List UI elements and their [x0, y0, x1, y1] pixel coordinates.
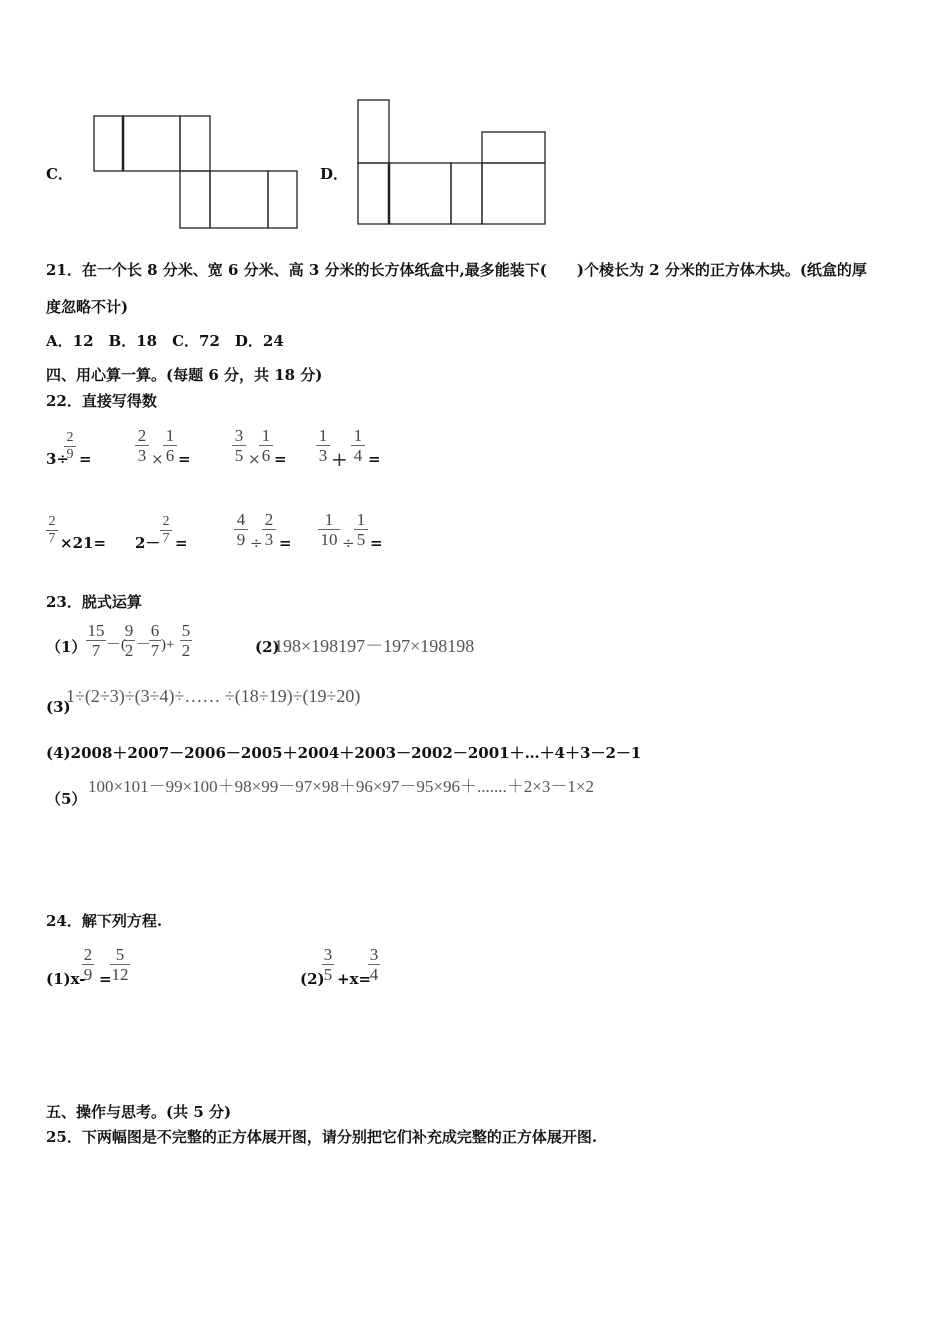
- q22e-fraction: 2 7: [46, 515, 58, 546]
- q24-e2-fraction1: 3 5: [323, 945, 333, 984]
- section4-title: 四、用心算一算。(每题 6 分，共 18 分): [46, 366, 323, 384]
- q22f-suffix: =: [175, 534, 188, 552]
- q22c-suffix: =: [274, 450, 287, 468]
- q22a-suffix: =: [79, 450, 92, 468]
- q22d-fraction1: 1 3: [316, 427, 330, 464]
- q22g-op: ÷: [250, 534, 263, 552]
- option-c-label: C．: [46, 165, 73, 183]
- q24-e2-eq: +x=: [337, 970, 372, 988]
- q22h-fraction1: 1 10: [318, 511, 340, 548]
- q22a-fraction: 2 9: [64, 431, 76, 462]
- q23-p5-expression: 100×101－99×100＋98×99－97×98＋96×97－95×96＋.......＋2×3－1×2: [88, 777, 594, 796]
- q23-p1-fraction3: 6 7: [150, 621, 160, 660]
- q23-p5-label: （5）: [46, 790, 87, 808]
- q23-p1-fraction1: 15 7: [87, 621, 105, 660]
- option-d-label: D．: [320, 165, 349, 183]
- q24-e2-prefix: (2): [300, 970, 325, 988]
- q23-p3-label: (3): [46, 698, 71, 716]
- q22b-op: ×: [151, 450, 164, 468]
- q23-p2-label: (2): [255, 638, 280, 656]
- q22f-fraction: 2 7: [160, 515, 172, 546]
- q23-p2-expression: 198×198197－197×198198: [274, 636, 475, 656]
- q22c-fraction2: 1 6: [259, 427, 273, 464]
- q23-p1-op1: －(: [106, 637, 126, 653]
- q24-title: 24．解下列方程.: [46, 912, 163, 930]
- q21-text-line2: 度忽略不计): [46, 298, 129, 316]
- q22h-suffix: =: [370, 534, 383, 552]
- q24-e2-fraction2: 3 4: [369, 945, 379, 984]
- q22b-fraction2: 1 6: [163, 427, 177, 464]
- q23-p3-expression: 1÷(2÷3)÷(3÷4)÷…… ÷(18÷19)÷(19÷20): [66, 686, 361, 706]
- q23-p1-fraction2: 9 2: [124, 621, 134, 660]
- q22g-suffix: =: [279, 534, 292, 552]
- q22d-suffix: =: [368, 450, 381, 468]
- q23-p1-fraction4: 5 2: [181, 621, 191, 660]
- q23-p4-expression: (4)2008＋2007－2006－2005＋2004＋2003－2002－2001＋…＋4＋3－2－1: [46, 744, 642, 762]
- q25-text: 25．下两幅图是不完整的正方体展开图，请分别把它们补充成完整的正方体展开图.: [46, 1128, 598, 1146]
- q24-e1-fraction1: 2 9: [83, 945, 93, 984]
- section5-title: 五、操作与思考。(共 5 分): [46, 1103, 232, 1121]
- q24-e1-fraction2: 5 12: [111, 945, 129, 984]
- q22h-op: ÷: [342, 534, 355, 552]
- q22b-suffix: =: [178, 450, 191, 468]
- q22b-fraction1: 2 3: [135, 427, 149, 464]
- q22f-prefix: 2－: [135, 534, 161, 552]
- q24-e1-prefix: (1)x-: [46, 970, 86, 988]
- q22g-fraction1: 4 9: [234, 511, 248, 548]
- net-diagram-c: [90, 112, 302, 232]
- q22d-op: +: [331, 447, 348, 471]
- q22-title: 22．直接写得数: [46, 392, 157, 410]
- q24-e1-eq: =: [99, 970, 112, 988]
- q23-p1-label: （1）: [46, 638, 87, 656]
- q22c-op: ×: [248, 450, 261, 468]
- q23-title: 23．脱式运算: [46, 593, 142, 611]
- q22g-fraction2: 2 3: [262, 511, 276, 548]
- q21-text-line1: 21．在一个长 8 分米、宽 6 分米、高 3 分米的长方体纸盒中,最多能装下( )个棱长为 2 分米的正方体木块。(纸盒的厚: [46, 261, 867, 279]
- q22a-prefix: 3÷: [46, 450, 70, 468]
- q22h-fraction2: 1 5: [354, 511, 368, 548]
- q21-options: A．12 B．18 C．72 D．24: [46, 332, 284, 350]
- q23-p1-op3: )+: [161, 637, 175, 653]
- q22e-suffix: ×21=: [60, 534, 107, 552]
- q22c-fraction1: 3 5: [232, 427, 246, 464]
- q22d-fraction2: 1 4: [351, 427, 365, 464]
- net-diagram-d: [354, 96, 550, 228]
- q23-p1-op2: －: [136, 637, 152, 653]
